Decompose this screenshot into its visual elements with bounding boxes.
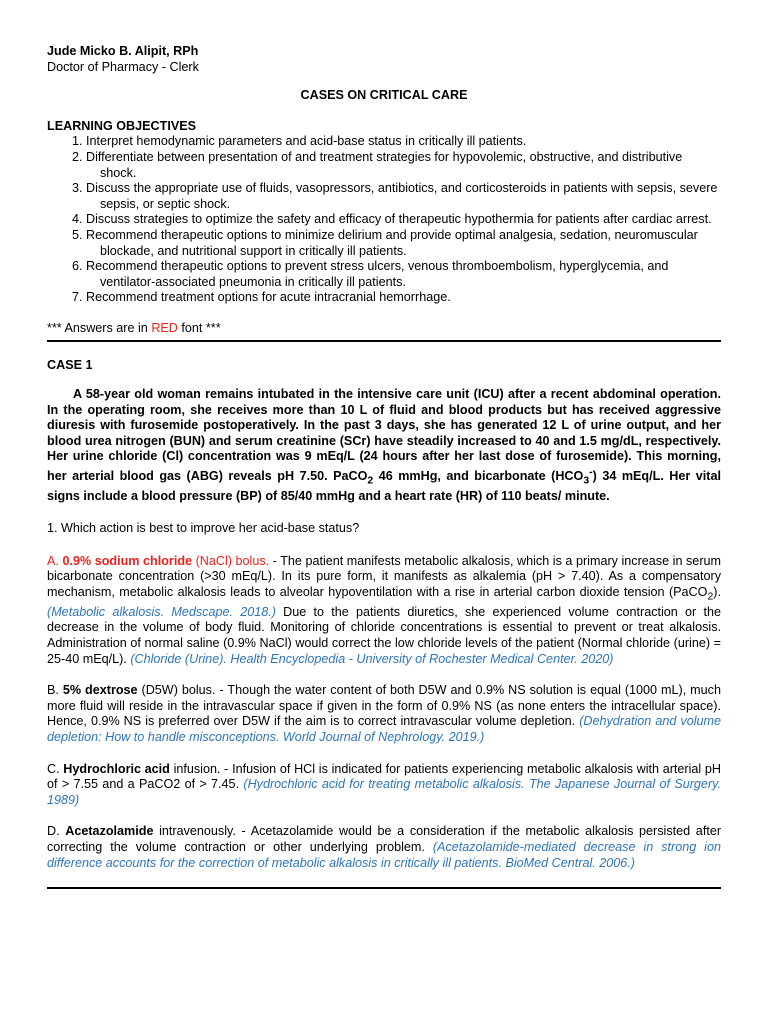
author-role: Doctor of Pharmacy - Clerk bbox=[47, 59, 199, 74]
answers-note bbox=[47, 321, 721, 337]
answer-text: intravenously. - Acetazolamide would be a consideration if the metabolic alkalosis persisted after correcting the volume contraction or other underlying problem. bbox=[47, 824, 722, 854]
answer-letter: D. bbox=[47, 824, 66, 839]
answer-drug: Acetazolamide bbox=[65, 824, 154, 839]
answer-text: - The patient manifests metabolic alkalosis, which is a primary increase in serum bicarbonate concentration (>30 mEq/L). In its pure form, it manifests as alkalemia (pH > 7.40). As a compensatory mechanism, metabolic alkalosis leads to alveolar hypoventilation with a rise in arterial carbon dioxide tension (PaCO bbox=[47, 553, 722, 599]
answer-letter: A. bbox=[47, 553, 63, 568]
author-name: Jude Micko B. Alipit, RPh bbox=[47, 44, 199, 58]
document-title: CASES ON CRITICAL CARE bbox=[300, 88, 468, 103]
case-title: CASE 1 bbox=[47, 357, 93, 372]
subscript: 3 bbox=[583, 474, 590, 487]
answer-letter: B. bbox=[47, 683, 63, 698]
objective-item: 2. Differentiate between presentation of and treatment strategies for hypovolemic, obstructive, and distributive shock. bbox=[72, 149, 683, 180]
note-prefix: *** Answers are in bbox=[47, 320, 152, 335]
objective-item: 1. Interpret hemodynamic parameters and acid-base status in critically ill patients. bbox=[72, 134, 527, 149]
answer-text: Due to the patients diuretics, she experienced volume contraction or the decrease in the volume of body fluid. Monitoring of chloride concentrations is essential to prevent or treat alkalosis. Administration of normal saline (0.9% NaCl) would correct the low chloride levels of the patient (Normal chloride (urine) = 25-40 mEq/L). bbox=[47, 604, 721, 666]
citation: (Acetazolamide-mediated decrease in strong ion difference accounts for the correction of metabolic alkalosis in critically ill patients. BioMed Central. 2006.) bbox=[47, 839, 721, 870]
subscript: 2 bbox=[367, 474, 374, 487]
answer-b bbox=[47, 683, 721, 745]
question: 1. Which action is best to improve her acid-base status? bbox=[47, 520, 360, 535]
objectives-heading: LEARNING OBJECTIVES bbox=[47, 118, 197, 133]
answer-a bbox=[47, 554, 721, 668]
subscript: 2 bbox=[707, 590, 714, 603]
divider-top bbox=[47, 340, 721, 342]
answer-drug: Hydrochloric acid bbox=[63, 761, 170, 776]
citation: (Chloride (Urine). Health Encyclopedia - University of Rochester Medical Center. 2020) bbox=[130, 651, 614, 666]
case-text-part: 46 mmHg, and bicarbonate (HCO bbox=[373, 469, 584, 484]
answer-text: infusion. - Infusion of HCl is indicated for patients experiencing metabolic alkalosis with arterial pH of > 7.55 and a PaCO2 of > 7.45. bbox=[47, 761, 721, 792]
objective-item: 3. Discuss the appropriate use of fluids, vasopressors, antibiotics, and corticosteroids in patients with sepsis, severe sepsis, or septic shock. bbox=[72, 181, 718, 211]
citation: (Hydrochloric acid for treating metabolic alkalosis. The Japanese Journal of Surgery. 1989) bbox=[47, 777, 721, 807]
superscript: - bbox=[589, 466, 593, 479]
answer-text: (D5W) bolus. - Though the water content of both D5W and 0.9% NS solution is equal (1000 mL), much more fluid will reside in the intravascular space if given in the form of 0.9% NS (as none enters the intracellular space). Hence, 0.9% NS is preferred over D5W if the aim is to correct intravascular volume depletion. bbox=[47, 683, 721, 729]
case-text-part: A 58-year old woman remains intubated in the intensive care unit (ICU) after a recent abdominal operation. In the operating room, she receives more than 10 L of fluid and blood products but has received aggressive diuresis with furosemide postoperatively. In the past 3 days, she has generated 12 L of urine output, and her blood urea nitrogen (BUN) and serum creatinine (SCr) have steadily increased to 40 and 1.5 mg/dL, respectively. Her urine chloride (Cl) concentration was 9 mEq/L (24 hours after her last dose of furosemide). This morning, her arterial blood gas (ABG) reveals pH 7.50. PaCO bbox=[47, 387, 721, 484]
answer-form: (NaCl) bolus. bbox=[192, 553, 270, 568]
answer-letter: C. bbox=[47, 761, 64, 776]
answer-c bbox=[47, 762, 721, 809]
objective-item: 5. Recommend therapeutic options to minimize delirium and provide optimal analgesia, sedation, neuromuscular blockade, and nutritional support in critically ill patients. bbox=[72, 227, 698, 258]
answer-d bbox=[47, 824, 721, 871]
objective-item: 6. Recommend therapeutic options to prevent stress ulcers, venous thromboembolism, hyperglycemia, and ventilator-associated pneumonia in critically ill patients. bbox=[72, 259, 669, 289]
note-suffix: font *** bbox=[177, 320, 221, 335]
objective-item: 7. Recommend treatment options for acute intracranial hemorrhage. bbox=[72, 290, 451, 305]
case-text-part: ) 34 mEq/L. Her vital signs include a blood pressure (BP) of 85/40 mmHg and a heart rate (HR) of 110 beats/ minute. bbox=[47, 469, 721, 504]
divider-bottom bbox=[47, 887, 721, 889]
citation: (Metabolic alkalosis. Medscape. 2018.) bbox=[47, 604, 276, 619]
case-description bbox=[47, 387, 721, 505]
objective-item: 4. Discuss strategies to optimize the safety and efficacy of therapeutic hypothermia for patients after cardiac arrest. bbox=[72, 212, 712, 227]
answer-drug: 5% dextrose bbox=[62, 683, 138, 698]
answer-text: ). bbox=[713, 584, 721, 599]
objectives-list bbox=[47, 134, 721, 306]
answer-drug: 0.9% sodium chloride bbox=[62, 553, 193, 568]
citation: (Dehydration and volume depletion: How to handle misconceptions. World Journal of Nephrology. 2019.) bbox=[47, 714, 721, 744]
note-red-word: RED bbox=[151, 320, 178, 335]
